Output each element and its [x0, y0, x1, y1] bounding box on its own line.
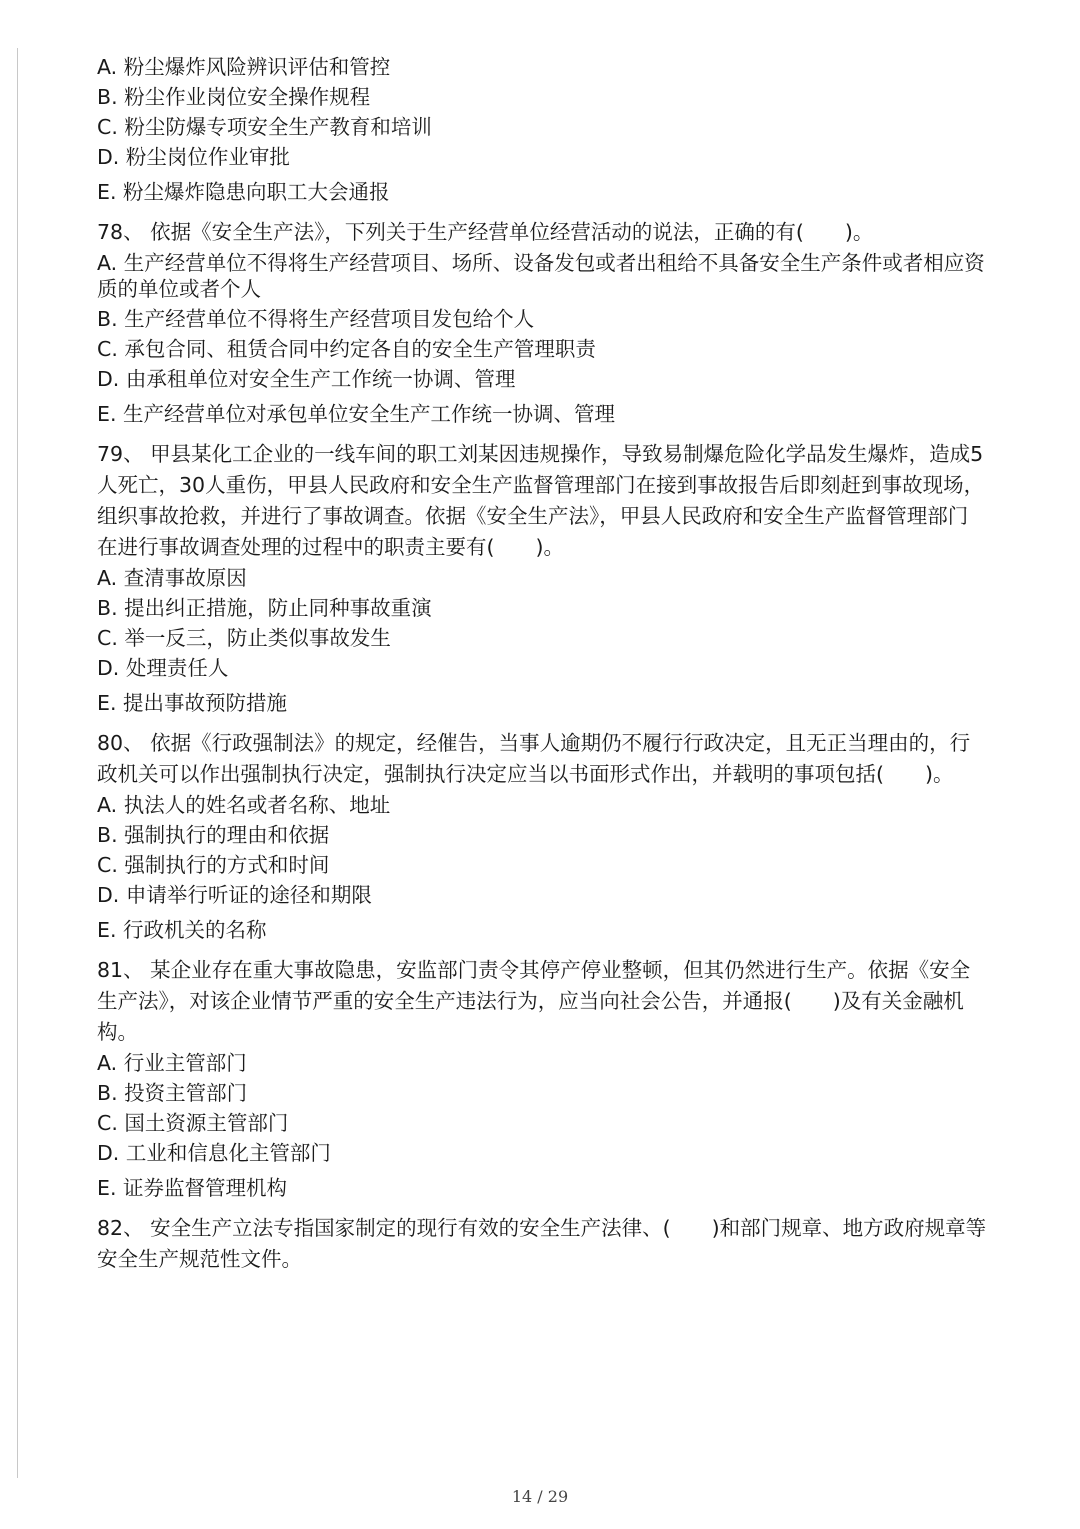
question-stem: 78、 依据《安全生产法》，下列关于生产经营单位经营活动的说法，正确的有( )。: [97, 220, 874, 244]
option-a: A. 粉尘爆炸风险辨识评估和管控: [97, 55, 391, 79]
question-stem: 79、 甲县某化工企业的一线车间的职工刘某因违规操作，导致易制爆危险化学品发生爆炸，造成5人死亡，30人重伤，甲县人民政府和安全生产监督管理部门在接到事故报告后即刻赶到事故现场，组织事故抢救，并进行了事故调查。依据《安全生产法》，甲县人民政府和安全生产监督管理部门在进行事故调查处理的过程中的职责主要有( )。: [97, 442, 985, 559]
document-body: [97, 52, 987, 1275]
option-c: C. 举一反三，防止类似事故发生: [97, 626, 391, 650]
question-79: [97, 439, 987, 718]
option-e: E. 行政机关的名称: [97, 918, 267, 942]
question-stem: 80、 依据《行政强制法》的规定，经催告，当事人逾期仍不履行行政决定，且无正当理由的，行政机关可以作出强制执行决定，强制执行决定应当以书面形式作出，并载明的事项包括( )。: [97, 731, 971, 786]
option-c: C. 粉尘防爆专项安全生产教育和培训: [97, 115, 432, 139]
option-d: D. 申请举行听证的途径和期限: [97, 883, 372, 907]
option-c: C. 国土资源主管部门: [97, 1111, 289, 1135]
question-82: [97, 1213, 987, 1275]
page-border: [17, 48, 18, 1478]
option-d: D. 处理责任人: [97, 656, 229, 680]
previous-question-options: [97, 52, 987, 207]
option-d: D. 粉尘岗位作业审批: [97, 145, 290, 169]
option-b: B. 强制执行的理由和依据: [97, 823, 330, 847]
option-e: E. 证券监督管理机构: [97, 1176, 287, 1200]
question-stem: 82、 安全生产立法专指国家制定的现行有效的安全生产法律、( )和部门规章、地方政府规章等安全生产规范性文件。: [97, 1216, 987, 1271]
page-number: 14 / 29: [511, 1487, 569, 1506]
option-d: D. 工业和信息化主管部门: [97, 1141, 331, 1165]
option-e: E. 粉尘爆炸隐患向职工大会通报: [97, 180, 390, 204]
option-b: B. 提出纠正措施，防止同种事故重演: [97, 596, 432, 620]
option-a: A. 行业主管部门: [97, 1051, 247, 1075]
option-c: C. 强制执行的方式和时间: [97, 853, 330, 877]
option-e: E. 提出事故预防措施: [97, 691, 287, 715]
question-stem: 81、 某企业存在重大事故隐患，安监部门责令其停产停业整顿，但其仍然进行生产。依据《安全生产法》，对该企业情节严重的安全生产违法行为，应当向社会公告，并通报( )及有关金融机构。: [97, 958, 971, 1044]
question-80: [97, 728, 987, 945]
option-d: D. 由承租单位对安全生产工作统一协调、管理: [97, 367, 516, 391]
option-c: C. 承包合同、租赁合同中约定各自的安全生产管理职责: [97, 337, 596, 361]
option-a: A. 查清事故原因: [97, 566, 247, 590]
question-78: [97, 217, 987, 429]
option-b: B. 粉尘作业岗位安全操作规程: [97, 85, 371, 109]
option-b: B. 生产经营单位不得将生产经营项目发包给个人: [97, 307, 535, 331]
question-81: [97, 955, 987, 1203]
option-a: A. 执法人的姓名或者名称、地址: [97, 793, 391, 817]
option-b: B. 投资主管部门: [97, 1081, 248, 1105]
option-e: E. 生产经营单位对承包单位安全生产工作统一协调、管理: [97, 402, 615, 426]
option-a: A. 生产经营单位不得将生产经营项目、场所、设备发包或者出租给不具备安全生产条件或者相应资质的单位或者个人: [97, 251, 985, 301]
